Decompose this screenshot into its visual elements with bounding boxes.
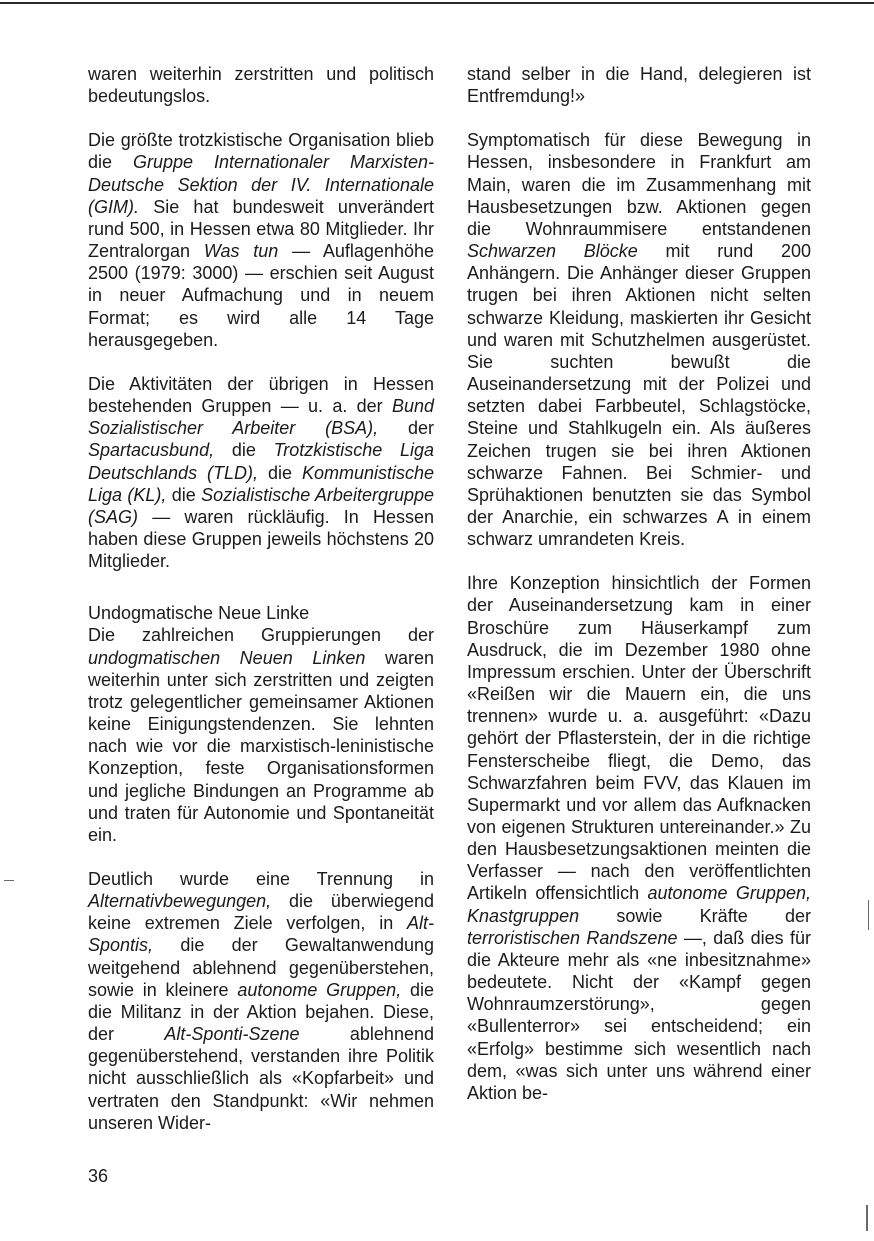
text: Die Aktivitäten der übrigen in Hessen bestehenden Gruppen — u. a. der: [88, 373, 434, 417]
text: die: [166, 484, 202, 505]
text: die der Gewaltanwendung weitgehend ablehnend gegenüberstehen, sowie in kleinere: [88, 935, 434, 1000]
organization-name: Gruppe Internationaler Marxisten-Deutsche Sektion der IV. Internationale (GIM).: [88, 152, 434, 217]
paragraph: waren weiterhin zerstritten und politisch bedeutungslos.: [88, 64, 434, 107]
text: sowie Kräfte der: [579, 905, 811, 926]
text: der: [378, 418, 434, 439]
text: Die größte trotzkistische Organisation blieb die: [88, 130, 434, 173]
paragraph: [88, 373, 434, 572]
paragraph: [467, 129, 811, 550]
text: Die zahlreichen Gruppierungen der: [88, 625, 434, 646]
text: ablehnend gegenüberstehend, verstanden ihre Politik nicht ausschließlich als «Kopfarbeit» und vertraten den Standpunkt: «Wir nehmen unseren Wider-: [88, 1024, 434, 1133]
section-heading: Undogmatische Neue Linke: [88, 603, 310, 624]
page-number: 36: [88, 1166, 109, 1186]
text: —, daß dies für die Akteure mehr als «ne inbesitznahme» bedeutete. Nicht der «Kampf gegen Wohnraumzerstörung», gegen «Bullenterror» sei entscheidend; ein «Erfolg» bestimme sich wesentlich nach dem, «was sich unter uns während einer Aktion be-: [467, 927, 811, 1103]
text: Symptomatisch für diese Bewegung in Hessen, insbesondere in Frankfurt am Main, waren die im Zusammenhang mit Hausbesetzungen bzw. Aktionen gegen die Wohnraummisere entstandenen: [467, 130, 811, 239]
scan-artifact-mark: [868, 900, 869, 930]
group-name: autonome Gruppen, Knastgruppen: [467, 883, 811, 926]
text: die: [214, 440, 274, 461]
group-name: autonome Gruppen,: [237, 979, 402, 1000]
group-name: Schwarzen Blöcke: [467, 241, 638, 262]
text: die überwiegend keine extremen Ziele verfolgen, in: [88, 891, 434, 934]
text: Ihre Konzeption hinsichtlich der Formen der Auseinandersetzung kam in einer Broschüre zum Häuserkampf zum Ausdruck, die im Dezember 1980 ohne Impressum erschien. Unter der Überschrift «Reißen wir die Mauern ein, die uns trennen» wurde u. a. ausgeführt: «Dazu gehört der Pflasterstein, der in die richtige Fensterscheibe fliegt, die Demo, das Schwarzfahren beim FVV, das Klauen im Supermarkt und vor allem das Aufknacken von eigenen Strukturen untereinander.» Zu den Hausbesetzungsaktionen meinten die Verfasser — nach den veröffentlichten Artikeln offensichtlich: [467, 573, 811, 904]
organization-name: Kommunistische Liga (KL),: [88, 462, 434, 505]
left-column: [88, 63, 434, 1134]
group-name: Alt-Sponti-Szene: [164, 1024, 300, 1045]
publication-name: Was tun: [203, 241, 279, 262]
text: waren weiterhin unter sich zerstritten und zeigten trotz gelegentlicher gemeinsamer Aktionen keine Einigungstendenzen. Sie lehnten nach wie vor die marxistisch-leninistische Konzeption, feste Organisationsformen und jegliche Bindungen an Programme ab und traten für Autonomie und Spontaneität ein.: [88, 647, 434, 845]
paragraph: [467, 572, 811, 1104]
organization-name: Trotzkistische Liga Deutschlands (TLD),: [88, 440, 434, 483]
group-name: Alternativbewegungen,: [88, 891, 272, 912]
organization-name: Sozialistische Arbeitergruppe (SAG): [88, 484, 434, 527]
group-name: undogmatischen Neuen Linken: [88, 647, 366, 668]
text: die: [258, 462, 302, 483]
scan-artifact-mark: [866, 1205, 868, 1231]
text: die die Militanz in der Aktion bejahen. Diese, der: [88, 979, 434, 1045]
text: — Auflagenhöhe 2500 (1979: 3000) — erschien seit August in neuer Aufmachung und in neuem Format; es wird alle 14 Tage herausgegeben.: [88, 241, 434, 350]
group-name: Alt-Spontis,: [88, 913, 434, 956]
text: — waren rückläufig. In Hessen haben diese Gruppen jeweils höchstens 20 Mitglieder.: [88, 506, 434, 572]
right-column: [467, 63, 811, 1104]
text: mit rund 200 Anhängern. Die Anhänger dieser Gruppen trugen bei ihren Aktionen nicht selten schwarze Kleidung, maskierten ihr Gesicht und waren mit Schutzhelmen ausgerüstet. Sie suchten bewußt die Auseinandersetzung mit der Polizei und setzten dabei Farbbeutel, Schlagstöcke, Steine und Stahlkugeln ein. Als äußeres Zeichen trugen sie bei ihren Aktionen schwarze Fahnen. Bei Schmier- und Sprühaktionen benutzten sie das Symbol der Anarchie, ein schwarzes A in einem schwarz umrandeten Kreis.: [467, 241, 811, 550]
paragraph: [88, 624, 434, 846]
organization-name: Bund Sozialistischer Arbeiter (BSA),: [88, 396, 434, 439]
top-border-line: [0, 2, 874, 4]
scan-artifact-mark: [4, 880, 14, 881]
text: Sie hat bundesweit unverändert rund 500, in Hessen etwa 80 Mitglieder. Ihr Zentralorgan: [88, 196, 434, 262]
paragraph: [88, 868, 434, 1134]
text: Deutlich wurde eine Trennung in: [88, 869, 434, 889]
organization-name: Spartacusbund,: [88, 440, 215, 461]
paragraph: [88, 129, 434, 351]
paragraph: stand selber in die Hand, delegieren ist Entfremdung!»: [467, 64, 811, 107]
group-name: terroristischen Randszene: [467, 927, 678, 948]
